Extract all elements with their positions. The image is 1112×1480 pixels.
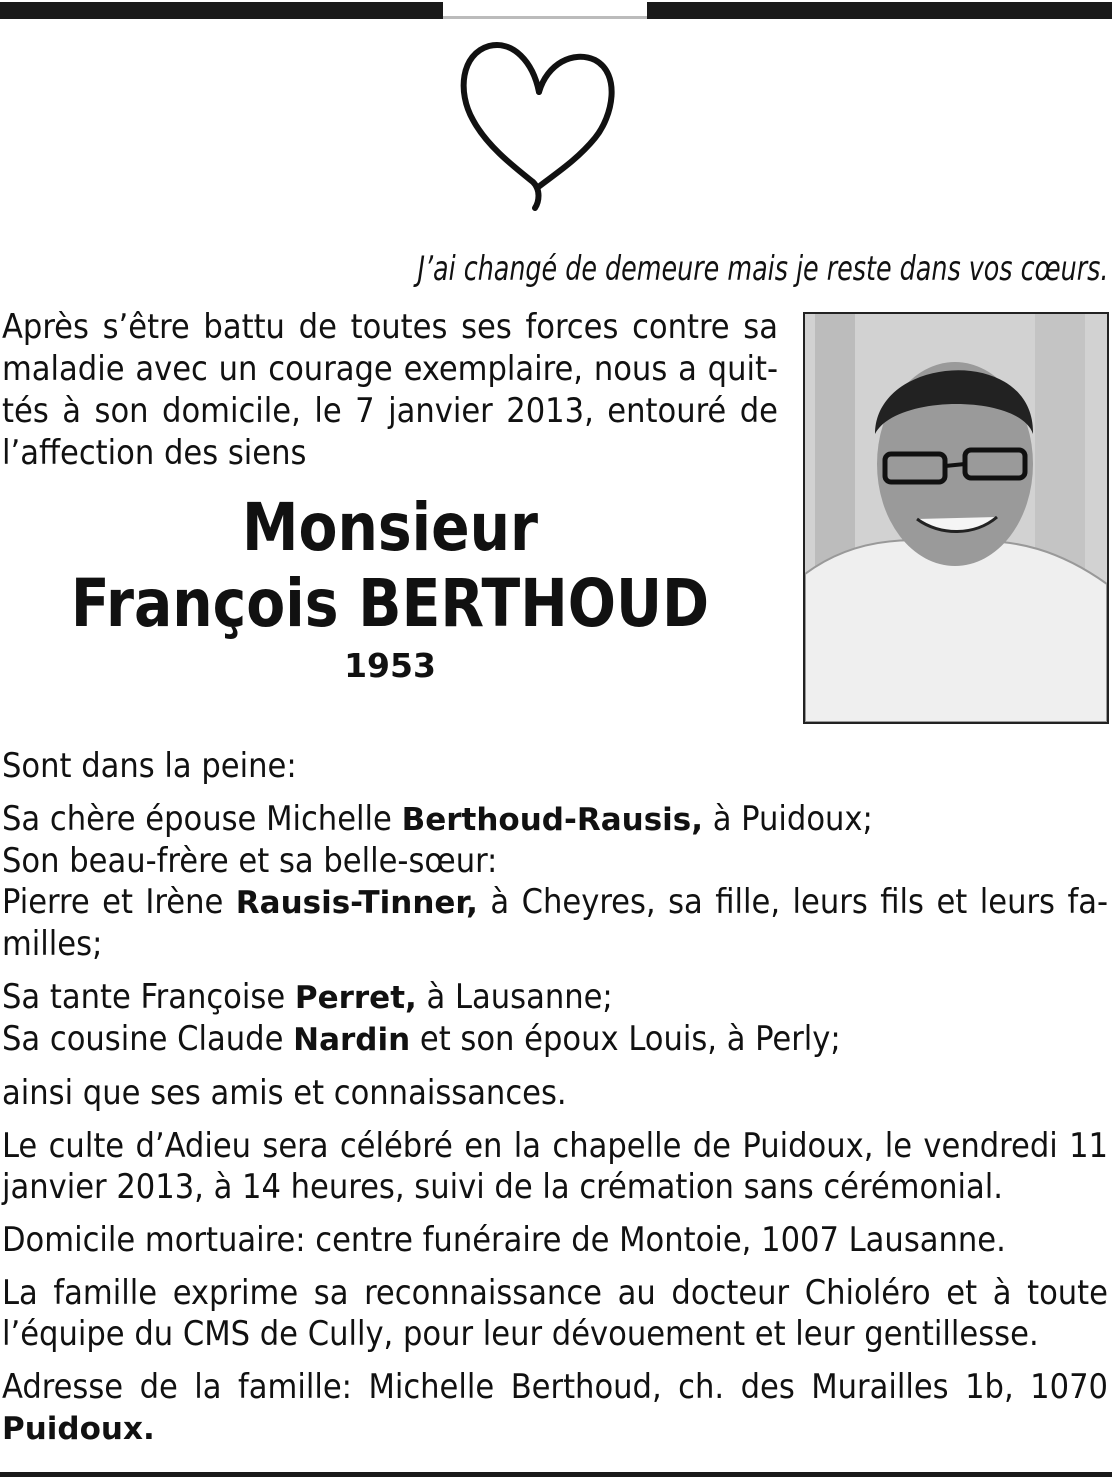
address-city-bold: Puidoux.	[2, 1411, 155, 1447]
mortuary-line: Domicile mortuaire: centre funéraire de Montoie, 1007 Lausanne.	[2, 1220, 1006, 1260]
birth-year: 1953	[344, 646, 436, 685]
intro-line: Après s’être battu de toutes ses forces contre sa	[2, 307, 778, 347]
service-line: Le culte d’Adieu sera célébré en la chapelle de Puidoux, le vendredi 11	[2, 1126, 1108, 1166]
thanks-line: l’équipe du CMS de Cully, pour leur dévouement et leur gentillesse.	[2, 1314, 1039, 1354]
portrait-photo	[803, 312, 1109, 724]
aunt-surname: Perret,	[294, 980, 417, 1016]
heart-icon	[455, 34, 619, 214]
inlaws-heading: Son beau-frère et sa belle-sœur:	[2, 841, 498, 881]
honorific: Monsieur	[241, 489, 539, 566]
address-line: Adresse de la famille: Michelle Berthoud, ch. des Murailles 1b, 1070	[2, 1367, 1108, 1407]
mourners-intro: Sont dans la peine:	[2, 746, 297, 786]
aunt-line	[2, 977, 1108, 1019]
spouse-line	[2, 799, 1108, 841]
top-rule-left	[0, 2, 443, 19]
thanks-line: La famille exprime sa reconnaissance au docteur Chioléro et à toute	[2, 1273, 1108, 1313]
inlaws-line	[2, 882, 1108, 924]
deceased-name: François BERTHOUD	[70, 565, 710, 642]
service-line: janvier 2013, à 14 heures, suivi de la crémation sans cérémonial.	[2, 1167, 1004, 1207]
cousin-pre: Sa cousine Claude	[2, 1019, 294, 1059]
inlaws-post: à Cheyres, sa fille, leurs fils et leurs fa-	[477, 882, 1108, 922]
deceased-name-block	[0, 490, 780, 688]
inlaws-surname: Rausis-Tinner,	[235, 885, 478, 921]
address-city	[2, 1408, 1108, 1450]
spouse-post: à Puidoux;	[703, 799, 873, 839]
cousin-line	[2, 1019, 1108, 1061]
aunt-pre: Sa tante Françoise	[2, 977, 295, 1017]
cousin-post: et son époux Louis, à Perly;	[410, 1019, 841, 1059]
top-rule-middle	[443, 16, 647, 19]
aunt-post: à Lausanne;	[416, 977, 613, 1017]
intro-line: maladie avec un courage exemplaire, nous a quit-	[2, 349, 778, 389]
inlaws-cont: milles;	[2, 924, 103, 964]
intro-paragraph	[2, 306, 778, 474]
intro-line: l’affection des siens	[2, 433, 307, 473]
bottom-rule	[0, 1472, 1112, 1477]
intro-line: tés à son domicile, le 7 janvier 2013, entouré de	[2, 391, 778, 431]
spouse-pre: Sa chère épouse Michelle	[2, 799, 402, 839]
epigraph: J’ai changé de demeure mais je reste dans vos cœurs.	[417, 249, 1108, 289]
top-rule-right	[647, 2, 1112, 19]
notice-body	[2, 746, 1108, 1450]
inlaws-pre: Pierre et Irène	[2, 882, 236, 922]
spouse-surname: Berthoud-Rausis,	[401, 802, 703, 838]
friends-line: ainsi que ses amis et connaissances.	[2, 1073, 567, 1113]
cousin-surname: Nardin	[293, 1022, 411, 1058]
